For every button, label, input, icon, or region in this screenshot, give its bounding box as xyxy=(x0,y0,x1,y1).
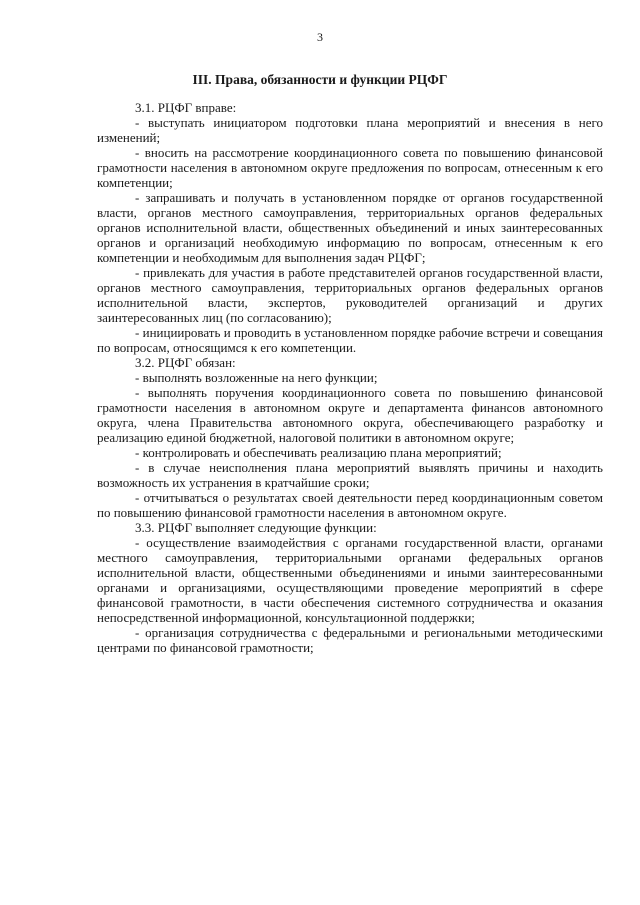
list-item: - организация сотрудничества с федеральными и региональными методическими центрами по финансовой грамотности; xyxy=(97,625,603,655)
section-heading: III. Права, обязанности и функции РЦФГ xyxy=(192,72,448,87)
list-item: - в случае неисполнения плана мероприятий выявлять причины и находить возможность их устранения в кратчайшие сроки; xyxy=(97,460,603,490)
paragraph-3-2-heading: 3.2. РЦФГ обязан: xyxy=(135,355,236,370)
list-item: - контролировать и обеспечивать реализацию плана мероприятий; xyxy=(135,445,502,460)
list-item: - вносить на рассмотрение координационного совета по повышению финансовой грамотности населения в автономном округе предложения по вопросам, отнесенным к его компетенции; xyxy=(97,145,603,190)
list-item: - привлекать для участия в работе представителей органов государственной власти, органов местного самоуправления, территориальных органов федеральных органов исполнительной власти, экспертов, руководителей организаций и других заинтересованных лиц (по согласованию); xyxy=(97,265,603,325)
list-item: - осуществление взаимодействия с органами государственной власти, органами местного самоуправления, территориальными органами федеральных органов исполнительной власти, общественными объединениями и иными заинтересованными органами и организациями, осуществляющими проведение мероприятий в сфере финансовой грамотности, в части обеспечения системного сотрудничества и оказания непосредственной информационной, консультационной поддержки; xyxy=(97,535,603,625)
list-item: - запрашивать и получать в установленном порядке от органов государственной власти, органов местного самоуправления, территориальных органов федеральных органов исполнительной власти, общественных объединений и иных заинтересованных органов и организаций необходимую информацию по вопросам, отнесенным к его компетенции и необходимым для выполнения задач РЦФГ; xyxy=(97,190,603,265)
list-item: - выполнять поручения координационного совета по повышению финансовой грамотности населения в автономном округе и департамента финансов автономного округа, члена Правительства автономного округа, обеспечивающего разработку и реализацию единой бюджетной, налоговой политики в автономном округе; xyxy=(97,385,603,445)
list-item: - выступать инициатором подготовки плана мероприятий и внесения в него изменений; xyxy=(97,115,603,145)
list-item: - отчитываться о результатах своей деятельности перед координационным советом по повышению финансовой грамотности населения в автономном округе. xyxy=(97,490,603,520)
list-item: - инициировать и проводить в установленном порядке рабочие встречи и совещания по вопросам, относящимся к его компетенции. xyxy=(97,325,603,355)
paragraph-3-1-heading: 3.1. РЦФГ вправе: xyxy=(135,100,237,115)
document-body xyxy=(97,100,603,655)
paragraph-3-3-heading: 3.3. РЦФГ выполняет следующие функции: xyxy=(135,520,377,535)
list-item: - выполнять возложенные на него функции; xyxy=(135,370,378,385)
page-number: 3 xyxy=(317,30,323,44)
